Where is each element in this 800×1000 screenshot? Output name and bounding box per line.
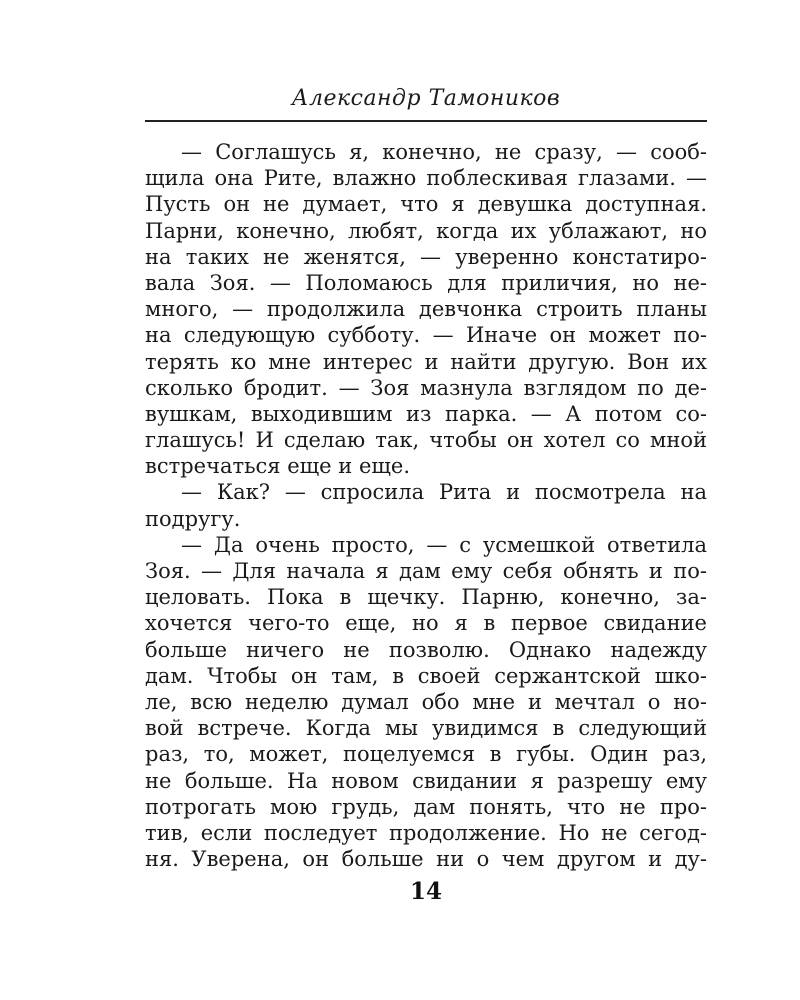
text-line: не больше. На новом свидании я разрешу ему [145, 768, 707, 793]
text-line: — Соглашусь я, конечно, не сразу, — сооб- [181, 140, 707, 164]
text-line: на следующую субботу. — Иначе он может по- [145, 323, 707, 348]
text-line: целовать. Пока в щечку. Парню, конечно, за- [145, 585, 707, 610]
text-line: дам. Чтобы он там, в своей сержантской шко- [145, 663, 707, 688]
text-line: — Да очень просто, — с усмешкой ответила [181, 532, 707, 557]
text-line: потрогать мою грудь, дам понять, что не про- [145, 794, 707, 819]
text-line: встречаться еще и еще. [145, 454, 410, 479]
text-line: Зоя. — Для начала я дам ему себя обнять и по- [145, 559, 707, 583]
text-line: сколько бродит. — Зоя мазнула взглядом по де- [145, 375, 707, 400]
page-number: 14 [409, 878, 442, 905]
text-line: щила она Рите, влажно поблескивая глазами. — [145, 166, 707, 191]
body-text [145, 139, 707, 872]
text-line: вой встрече. Когда мы увидимся в следующий [145, 716, 707, 741]
text-line: подругу. [145, 506, 241, 531]
text-line: вушкам, выходившим из парка. — А потом со- [145, 401, 707, 426]
text-line: — Как? — спросила Рита и посмотрела на [181, 480, 707, 505]
text-line: тив, если последует продолжение. Но не сегод- [145, 820, 707, 845]
text-line: ня. Уверена, он больше ни о чем другом и ду- [145, 847, 707, 872]
text-line: глашусь! И сделаю так, чтобы он хотел со мной [145, 428, 707, 453]
text-line: Парни, конечно, любят, когда их ублажают, но [145, 218, 707, 243]
text-line: много, — продолжила девчонка строить планы [145, 297, 707, 322]
text-line: больше ничего не позволю. Однако надежду [145, 637, 707, 662]
text-line: на таких не женятся, — уверенно констатиро- [145, 244, 707, 269]
header-rule [145, 120, 707, 122]
text-line: раз, то, может, поцелуемся в губы. Один раз, [145, 742, 707, 767]
text-line: хочется чего-то еще, но я в первое свидание [145, 611, 707, 636]
text-line: ле, всю неделю думал обо мне и мечтал о но- [145, 689, 707, 714]
running-header-author: Александр Тамоников [291, 86, 561, 111]
text-line: Пусть он не думает, что я девушка доступная. [145, 192, 707, 217]
text-line: вала Зоя. — Поломаюсь для приличия, но не- [145, 270, 707, 295]
text-line: терять ко мне интерес и найти другую. Вон их [145, 349, 707, 374]
